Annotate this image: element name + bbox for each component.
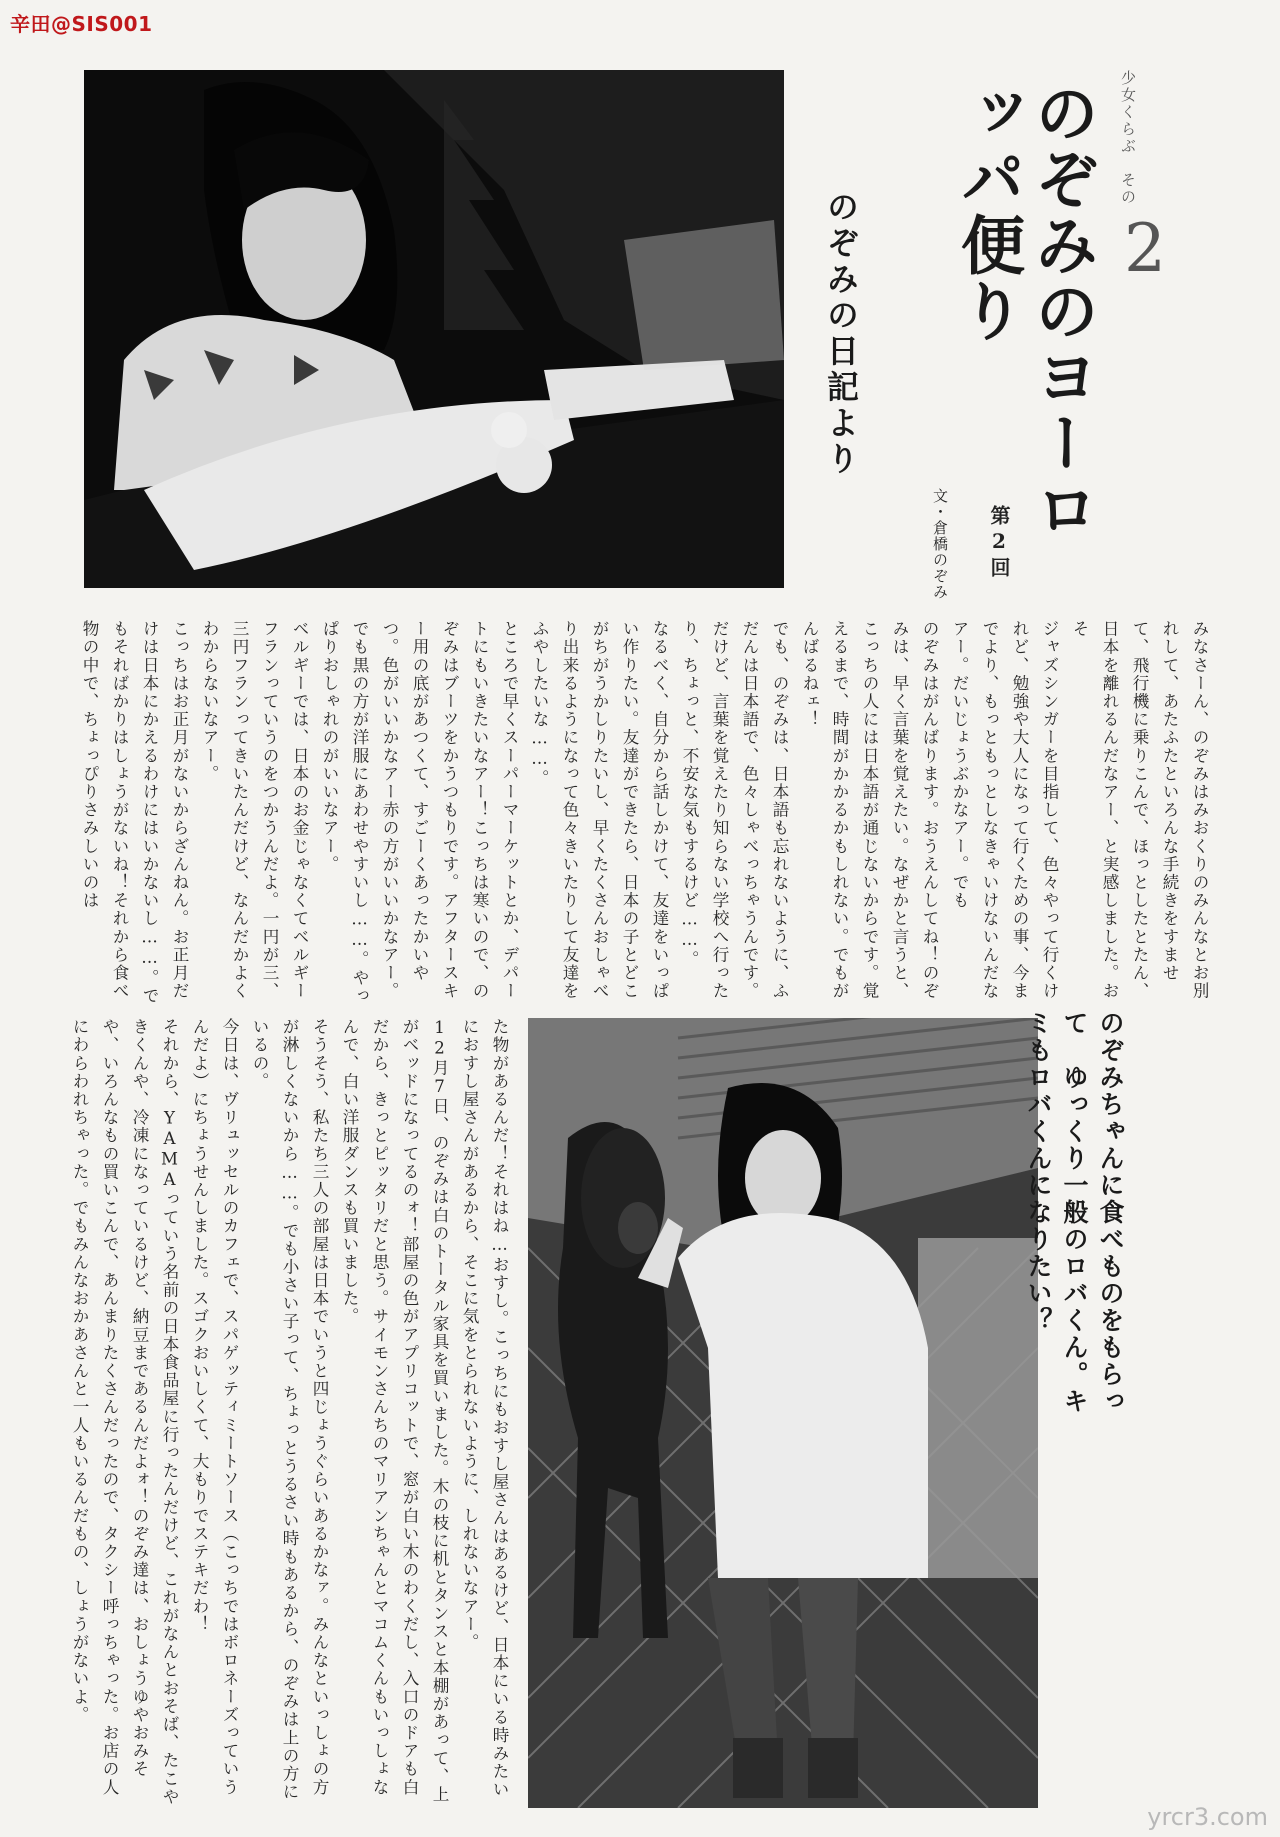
- article-column: そうそう、私たち三人の部屋は日本でいうと四じょうぐらいあるかなァ。みんなといっしょの方が淋しくないから……。でも小さい子って、ちょっとうるさい時もあるから、のぞみは上の方にいるの。: [250, 1018, 329, 1802]
- episode-label: 第2回: [987, 505, 1011, 581]
- article-column: 今日は、ヴリュッセルのカフェで、スパゲッティミートソース（こっちではボロネーズっていうんだよ）にちょうせんしました。スゴクおいしくて、大もりでステキだわ！: [190, 1018, 239, 1797]
- watermark: yrcr3.com: [1147, 1803, 1268, 1831]
- article-column: みなさーん、のぞみはみおくりのみんなとお別れして、あたふたといろんな手続きをすませて、飛行機に乗りこんで、ほっとしたとたん、日本を離れるんだなアー、と実感しました。おそ: [1070, 620, 1209, 1001]
- article-column: ベルギーでは、日本のお金じゃなくてベルギーフランっていうのをつかうんだよ。一円が三、三円フランってきいたんだけど、なんだかよくわからないなアー。: [200, 620, 309, 1001]
- page-title: のぞみのヨーロッパ便り: [950, 80, 1098, 542]
- article-column: た物があるんだ！それはね…おすし。こっちにもおすし屋さんはあるけど、日本にいる時みたいにおすし屋さんがあるから、そこに気をとられないように、しれないなアー。: [460, 1018, 509, 1799]
- series-label: 少女くらぶ その: [1119, 70, 1137, 206]
- article-lower-text: [70, 1018, 514, 1808]
- article-column: なるべく、自分から話しかけて、友達をいっぱい作りたい。友達ができたら、日本の子とどこがちがうかしりたいし、早くたくさんおしゃべり出来るようになって色々きいたりして友達をふやしたいな……。: [530, 620, 669, 1001]
- photo-caption: のぞみちゃんに食べものをもらって ゆっくり一般のロバくん。キミもロバくんになりたい？: [1024, 1010, 1125, 1415]
- photo-girl-writing: [84, 70, 784, 588]
- article-column: ジャズシンガーを目指して、色々やって行くけれど、勉強や大人になって行くための事、今までより、もっともっとしなきゃいけないんだなアー。だいじょうぶかなアー。でも: [950, 620, 1059, 1001]
- article-column: それから、YAMAっていう名前の日本食品屋に行ったんだけど、これがなんとおそば、たこやきくんや、冷凍になっているけど、納豆まであるんだよォ！のぞみ達は、おしょうゆやおみそや、いろんなもの買いこんで、あんまりたくさんだったので、タクシー呼っちゃった。お店の人にわらわれちゃった。でもみんなおかあさんと一人もいるんだもの、しょうがないよ。: [70, 1018, 179, 1806]
- author-credit: 文・倉橋のぞみ: [931, 488, 949, 600]
- photo-girl-with-donkey: [528, 1018, 1038, 1808]
- source-tag: 辛田@SIS001: [10, 12, 153, 36]
- series-number: 2: [1124, 210, 1166, 287]
- page-subtitle: のぞみの日記より: [822, 190, 860, 478]
- article-column: こっちはお正月がないからざんねん。お正月だけは日本にかえるわけにはいかないし……。でもそればかりはしょうがないね！それから食べ物の中で、ちょっぴりさみしいのは: [80, 620, 189, 1005]
- article-column: でも、のぞみは、日本語も忘れないように、ふだんは日本語で、色々しゃべっちゃうんです。だけど、言葉を覚えたり知らない学校へ行ったり、ちょっと、不安な気もするけど……。: [680, 620, 789, 1001]
- article-column: 12月7日、のぞみは白のトータル家具を買いました。木の枝に机とタンスと本棚があって、上がベッドになってるのォ！部屋の色がアプリコットで、窓が白い木のわくだし、入口のドアも白だから、きっとピッタリだと思う。サイモンさんちのマリアンちゃんとマコムくんもいっしょなんで、白い洋服ダンスも買いました。: [340, 1018, 449, 1804]
- article-column: のぞみはがんばります。おうえんしてね！のぞみは、早く言葉を覚えたい。なぜかと言うと、こっちの人には日本語が通じないからです。覚えるまで、時間がかかるかもしれない。でもがんばるねェ！: [800, 620, 939, 1001]
- article-column: ところで早くスーパーマーケットとか、デパートにもいきたいなアー！こっちは寒いので、のぞみはブーツをかうつもりです。アフタースキー用の底があつくて、すごーくあったかいやつ。色がいいかなアー赤の方がいいかなアー。でも黒の方が洋服にあわせやすいし……。やっぱりおしゃれのがいいなアー。: [320, 620, 519, 1005]
- article-upper-text: [80, 620, 1214, 1010]
